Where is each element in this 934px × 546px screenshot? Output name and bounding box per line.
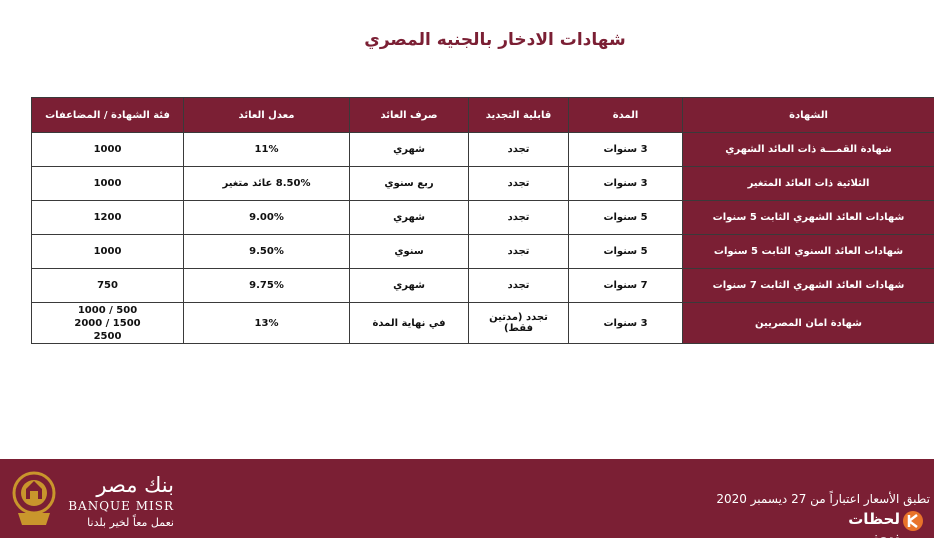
certificate-name: شهادات العائد الشهري الثابت 5 سنوات [683, 201, 934, 235]
column-header: الشهادة [683, 98, 934, 133]
renewal-cell: تجدد [469, 133, 569, 167]
payout-cell: شهري [350, 133, 469, 167]
column-header: المدة [569, 98, 683, 133]
denomination-cell: 1000 [32, 167, 184, 201]
table-row [32, 235, 934, 269]
denomination-cell [32, 303, 184, 344]
duration-cell: 3 سنوات [569, 133, 683, 167]
rate-cell: 8.50% عائد متغير [184, 167, 350, 201]
table-row [32, 201, 934, 235]
payout-cell: شهري [350, 201, 469, 235]
duration-cell: 3 سنوات [569, 167, 683, 201]
certificate-name: الثلاثية ذات العائد المتغير [683, 167, 934, 201]
denomination-cell: 1200 [32, 201, 184, 235]
rate-cell: 9.00% [184, 201, 350, 235]
table-row [32, 133, 934, 167]
table-row [32, 167, 934, 201]
news-brand-name: لحظات نيوز [816, 510, 900, 546]
bank-name-english: BANQUE MISR [62, 499, 174, 513]
table-header-row [32, 98, 934, 133]
denomination-line: 1000 / 500 [36, 304, 179, 317]
denomination-cell: 1000 [32, 235, 184, 269]
bank-slogan: نعمل معاً لخير بلدنا [10, 516, 174, 529]
payout-cell: في نهاية المدة [350, 303, 469, 344]
payout-cell: شهري [350, 269, 469, 303]
denomination-cell: 1000 [32, 133, 184, 167]
column-header: قابلية التجديد [469, 98, 569, 133]
certificate-name: شهادات العائد الشهري الثابت 7 سنوات [683, 269, 934, 303]
certificate-name: شهادة القمـــة ذات العائد الشهري [683, 133, 934, 167]
renewal-cell: تجدد [469, 235, 569, 269]
certificate-name: شهادات العائد السنوي الثابت 5 سنوات [683, 235, 934, 269]
denomination-cell: 750 [32, 269, 184, 303]
denomination-line: 2000 / 1500 [36, 317, 179, 330]
column-header: فئة الشهادة / المضاعفات [32, 98, 184, 133]
renewal-cell: تجدد (مدتين فقط) [469, 303, 569, 344]
table-row [32, 269, 934, 303]
duration-cell: 5 سنوات [569, 235, 683, 269]
rate-cell: 9.75% [184, 269, 350, 303]
news-logo-icon [902, 510, 924, 532]
column-header: صرف العائد [350, 98, 469, 133]
certificates-table [31, 97, 934, 344]
bank-name-arabic: بنك مصر [62, 473, 174, 497]
column-header: معدل العائد [184, 98, 350, 133]
duration-cell: 7 سنوات [569, 269, 683, 303]
page-title: شهادات الادخار بالجنيه المصري [0, 30, 934, 50]
payout-cell: سنوي [350, 235, 469, 269]
duration-cell: 5 سنوات [569, 201, 683, 235]
renewal-cell: تجدد [469, 201, 569, 235]
effective-date-note: تطبق الأسعار اعتباراً من 27 ديسمبر 2020 [700, 492, 930, 506]
footer-bar [0, 459, 934, 538]
duration-cell: 3 سنوات [569, 303, 683, 344]
payout-cell: ربع سنوي [350, 167, 469, 201]
denomination-line: 2500 [36, 330, 179, 343]
rate-cell: 13% [184, 303, 350, 344]
certificate-name: شهادة امان المصريين [683, 303, 934, 344]
rate-cell: 11% [184, 133, 350, 167]
table-row [32, 303, 934, 344]
renewal-cell: تجدد [469, 269, 569, 303]
rate-cell: 9.50% [184, 235, 350, 269]
renewal-cell: تجدد [469, 167, 569, 201]
